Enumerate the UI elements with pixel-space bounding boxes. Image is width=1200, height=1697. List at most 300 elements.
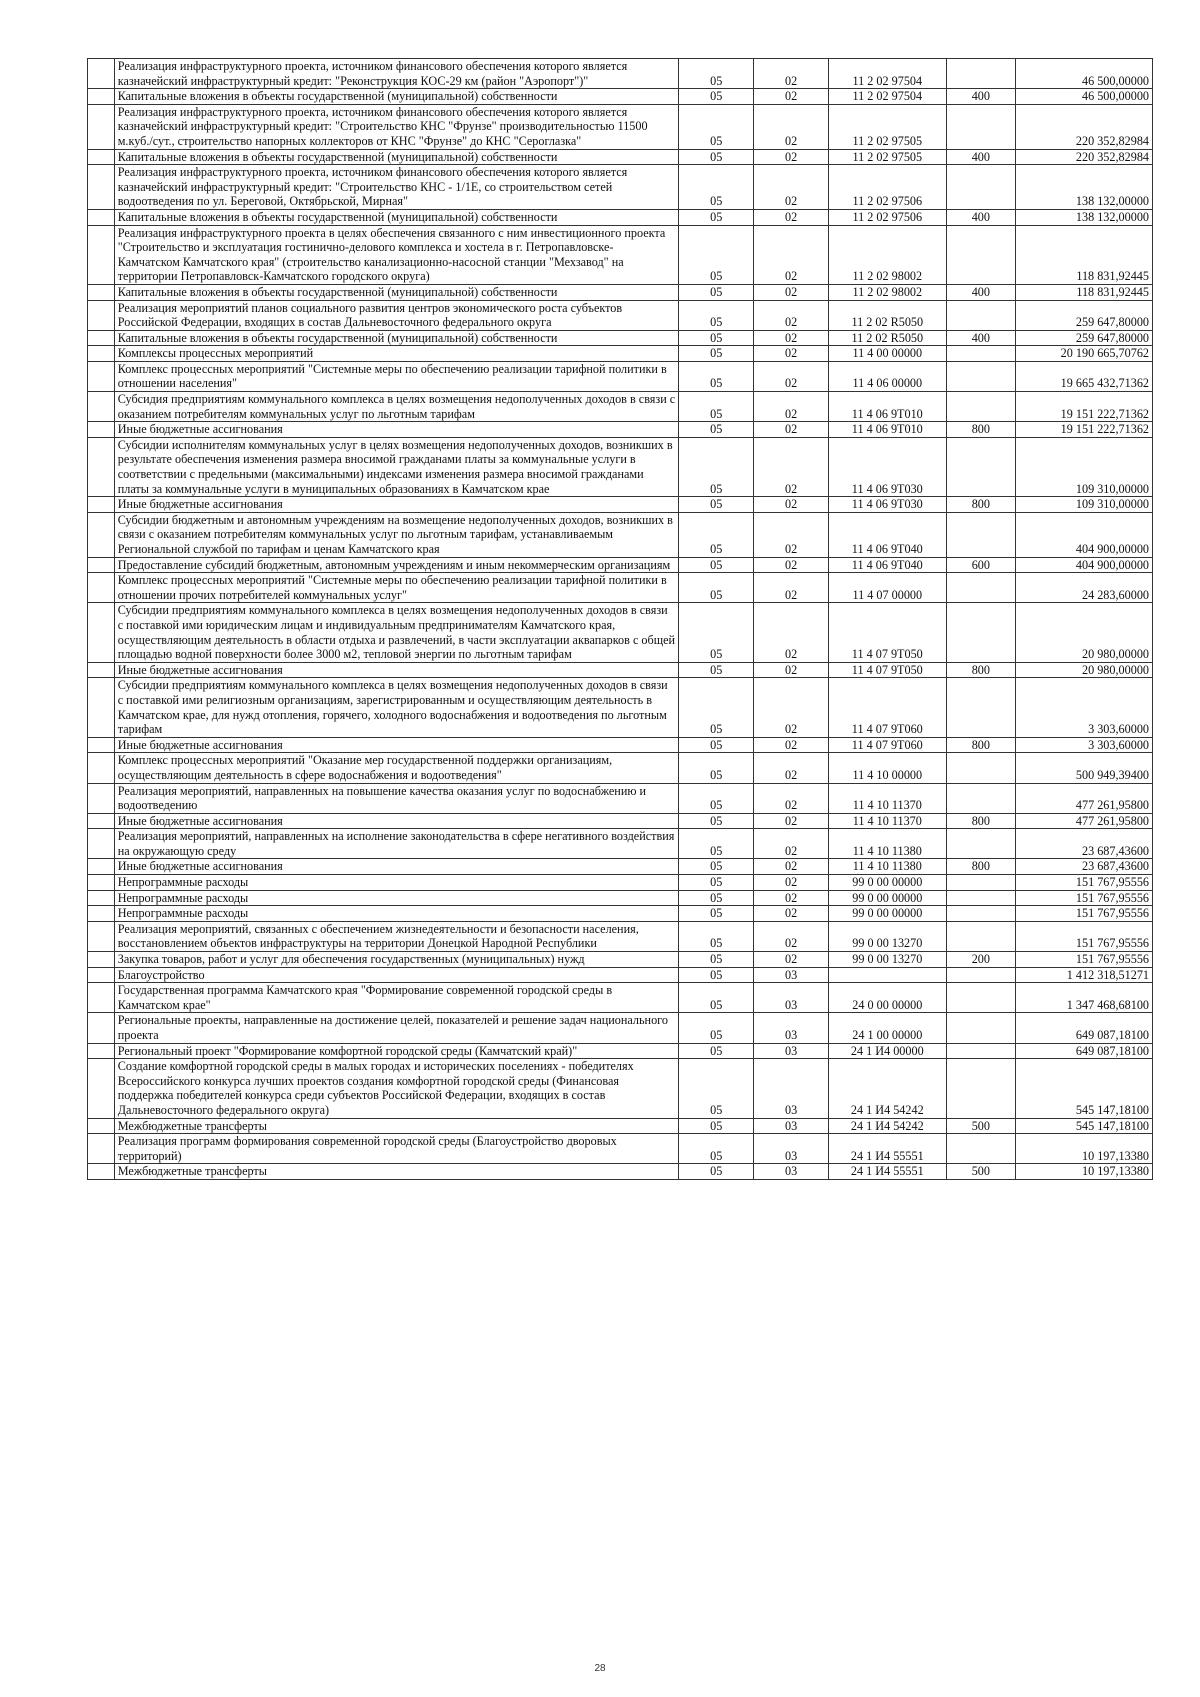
expense-type-cell bbox=[946, 104, 1016, 149]
expense-type-cell bbox=[946, 783, 1016, 813]
expense-name-cell: Капитальные вложения в объекты государственной (муниципальной) собственности bbox=[114, 284, 679, 300]
target-article-cell: 11 4 06 9Т030 bbox=[828, 497, 946, 513]
target-article-cell: 11 2 02 98002 bbox=[828, 225, 946, 284]
table-row bbox=[88, 1118, 1153, 1134]
amount-cell: 404 900,00000 bbox=[1016, 557, 1153, 573]
amount-cell: 24 283,60000 bbox=[1016, 573, 1153, 603]
target-article-cell: 11 2 02 97504 bbox=[828, 59, 946, 89]
amount-cell: 19 151 222,71362 bbox=[1016, 422, 1153, 438]
section-code-cell: 05 bbox=[679, 890, 754, 906]
expense-type-cell bbox=[946, 890, 1016, 906]
target-article-cell: 24 1 И4 55551 bbox=[828, 1164, 946, 1180]
table-row bbox=[88, 392, 1153, 422]
table-row bbox=[88, 149, 1153, 165]
expense-type-cell bbox=[946, 753, 1016, 783]
subsection-code-cell: 02 bbox=[754, 149, 829, 165]
subsection-code-cell: 02 bbox=[754, 361, 829, 391]
section-code-cell: 05 bbox=[679, 1013, 754, 1043]
blank-cell bbox=[88, 753, 115, 783]
amount-cell: 545 147,18100 bbox=[1016, 1059, 1153, 1118]
expense-type-cell bbox=[946, 225, 1016, 284]
amount-cell: 151 767,95556 bbox=[1016, 952, 1153, 968]
section-code-cell: 05 bbox=[679, 422, 754, 438]
subsection-code-cell: 02 bbox=[754, 346, 829, 362]
section-code-cell: 05 bbox=[679, 967, 754, 983]
section-code-cell: 05 bbox=[679, 497, 754, 513]
subsection-code-cell: 02 bbox=[754, 952, 829, 968]
blank-cell bbox=[88, 59, 115, 89]
subsection-code-cell: 02 bbox=[754, 59, 829, 89]
subsection-code-cell: 03 bbox=[754, 967, 829, 983]
target-article-cell: 11 4 06 9Т010 bbox=[828, 392, 946, 422]
target-article-cell: 11 4 07 9Т050 bbox=[828, 662, 946, 678]
subsection-code-cell: 02 bbox=[754, 737, 829, 753]
blank-cell bbox=[88, 1013, 115, 1043]
amount-cell: 477 261,95800 bbox=[1016, 783, 1153, 813]
expense-type-cell bbox=[946, 437, 1016, 496]
amount-cell: 19 151 222,71362 bbox=[1016, 392, 1153, 422]
subsection-code-cell: 02 bbox=[754, 437, 829, 496]
amount-cell: 649 087,18100 bbox=[1016, 1013, 1153, 1043]
table-row bbox=[88, 921, 1153, 951]
expense-type-cell: 800 bbox=[946, 859, 1016, 875]
table-row bbox=[88, 890, 1153, 906]
blank-cell bbox=[88, 603, 115, 662]
section-code-cell: 05 bbox=[679, 284, 754, 300]
subsection-code-cell: 03 bbox=[754, 1013, 829, 1043]
expense-name-cell: Капитальные вложения в объекты государственной (муниципальной) собственности bbox=[114, 89, 679, 105]
expense-name-cell: Иные бюджетные ассигнования bbox=[114, 737, 679, 753]
section-code-cell: 05 bbox=[679, 557, 754, 573]
blank-cell bbox=[88, 1059, 115, 1118]
blank-cell bbox=[88, 225, 115, 284]
section-code-cell: 05 bbox=[679, 662, 754, 678]
blank-cell bbox=[88, 875, 115, 891]
amount-cell: 259 647,80000 bbox=[1016, 300, 1153, 330]
expense-type-cell bbox=[946, 361, 1016, 391]
table-row bbox=[88, 859, 1153, 875]
section-code-cell: 05 bbox=[679, 783, 754, 813]
subsection-code-cell: 02 bbox=[754, 921, 829, 951]
target-article-cell: 11 4 06 9Т030 bbox=[828, 437, 946, 496]
table-row bbox=[88, 225, 1153, 284]
amount-cell: 151 767,95556 bbox=[1016, 890, 1153, 906]
expense-name-cell: Иные бюджетные ассигнования bbox=[114, 422, 679, 438]
amount-cell: 109 310,00000 bbox=[1016, 497, 1153, 513]
section-code-cell: 05 bbox=[679, 104, 754, 149]
expense-name-cell: Комплекс процессных мероприятий "Системные меры по обеспечению реализации тарифной политики в отношении населения" bbox=[114, 361, 679, 391]
target-article-cell: 99 0 00 13270 bbox=[828, 921, 946, 951]
table-row bbox=[88, 753, 1153, 783]
subsection-code-cell: 02 bbox=[754, 890, 829, 906]
subsection-code-cell: 03 bbox=[754, 1059, 829, 1118]
subsection-code-cell: 02 bbox=[754, 392, 829, 422]
table-row bbox=[88, 59, 1153, 89]
expense-name-cell: Реализация инфраструктурного проекта, источником финансового обеспечения которого является казначейский инфраструктурный кредит: "Строительство КНС "Фрунзе" производительностью 11500 м.куб./сут., строительство напорных коллекторов от КНС "Фрунзе" до КНС "Сероглазка" bbox=[114, 104, 679, 149]
expense-type-cell: 800 bbox=[946, 737, 1016, 753]
target-article-cell: 24 1 И4 54242 bbox=[828, 1118, 946, 1134]
target-article-cell: 11 2 02 R5050 bbox=[828, 330, 946, 346]
blank-cell bbox=[88, 952, 115, 968]
blank-cell bbox=[88, 1134, 115, 1164]
expense-name-cell: Комплекс процессных мероприятий "Оказание мер государственной поддержки организациям, осуществляющим деятельность в сфере водоснабжения и водоотведения" bbox=[114, 753, 679, 783]
section-code-cell: 05 bbox=[679, 753, 754, 783]
expense-name-cell: Межбюджетные трансферты bbox=[114, 1118, 679, 1134]
blank-cell bbox=[88, 104, 115, 149]
expense-type-cell: 400 bbox=[946, 209, 1016, 225]
table-row bbox=[88, 89, 1153, 105]
target-article-cell: 24 1 И4 00000 bbox=[828, 1043, 946, 1059]
subsection-code-cell: 02 bbox=[754, 300, 829, 330]
table-row bbox=[88, 783, 1153, 813]
section-code-cell: 05 bbox=[679, 209, 754, 225]
amount-cell: 545 147,18100 bbox=[1016, 1118, 1153, 1134]
expense-type-cell bbox=[946, 603, 1016, 662]
budget-table bbox=[87, 58, 1153, 1180]
expense-type-cell: 400 bbox=[946, 330, 1016, 346]
blank-cell bbox=[88, 284, 115, 300]
blank-cell bbox=[88, 392, 115, 422]
section-code-cell: 05 bbox=[679, 1043, 754, 1059]
target-article-cell: 11 4 07 9Т060 bbox=[828, 737, 946, 753]
subsection-code-cell: 02 bbox=[754, 497, 829, 513]
section-code-cell: 05 bbox=[679, 1059, 754, 1118]
expense-type-cell bbox=[946, 573, 1016, 603]
blank-cell bbox=[88, 1164, 115, 1180]
target-article-cell: 99 0 00 13270 bbox=[828, 952, 946, 968]
target-article-cell: 11 4 10 11370 bbox=[828, 783, 946, 813]
expense-name-cell: Предоставление субсидий бюджетным, автономным учреждениям и иным некоммерческим организациям bbox=[114, 557, 679, 573]
expense-name-cell: Капитальные вложения в объекты государственной (муниципальной) собственности bbox=[114, 209, 679, 225]
expense-type-cell bbox=[946, 1059, 1016, 1118]
subsection-code-cell: 02 bbox=[754, 557, 829, 573]
expense-name-cell: Непрограммные расходы bbox=[114, 906, 679, 922]
target-article-cell: 99 0 00 00000 bbox=[828, 875, 946, 891]
target-article-cell: 11 2 02 97504 bbox=[828, 89, 946, 105]
expense-type-cell: 600 bbox=[946, 557, 1016, 573]
expense-name-cell: Реализация мероприятий, направленных на повышение качества оказания услуг по водоснабжению и водоотведению bbox=[114, 783, 679, 813]
expense-type-cell bbox=[946, 1134, 1016, 1164]
amount-cell: 3 303,60000 bbox=[1016, 678, 1153, 737]
blank-cell bbox=[88, 330, 115, 346]
target-article-cell: 11 4 06 9Т040 bbox=[828, 512, 946, 557]
subsection-code-cell: 02 bbox=[754, 753, 829, 783]
expense-name-cell: Закупка товаров, работ и услуг для обеспечения государственных (муниципальных) нужд bbox=[114, 952, 679, 968]
subsection-code-cell: 02 bbox=[754, 829, 829, 859]
expense-name-cell: Реализация мероприятий, связанных с обеспечением жизнедеятельности и безопасности населения, восстановлением объектов инфраструктуры на территории Донецкой Народной Республики bbox=[114, 921, 679, 951]
expense-name-cell: Субсидии предприятиям коммунального комплекса в целях возмещения недополученных доходов в связи с поставкой ими религиозным организациям, зарегистрированным и осуществляющим деятельность в Камчатском крае, для нужд отопления, горячего, холодного водоснабжения и водоотведения по льготным тарифам bbox=[114, 678, 679, 737]
section-code-cell: 05 bbox=[679, 678, 754, 737]
target-article-cell: 11 4 07 9Т060 bbox=[828, 678, 946, 737]
expense-name-cell: Непрограммные расходы bbox=[114, 875, 679, 891]
expense-type-cell: 400 bbox=[946, 284, 1016, 300]
amount-cell: 10 197,13380 bbox=[1016, 1134, 1153, 1164]
expense-name-cell: Капитальные вложения в объекты государственной (муниципальной) собственности bbox=[114, 149, 679, 165]
table-row bbox=[88, 497, 1153, 513]
expense-name-cell: Субсидии предприятиям коммунального комплекса в целях возмещения недополученных доходов в связи с поставкой ими юридическим лицам и индивидуальным предпринимателям Камчатского края, осуществляющим деятельность в области отдыха и развлечений, в части эксплуатации аквапарков с общей площадью водной поверхности более 3000 м2, тепловой энергии по льготным тарифам bbox=[114, 603, 679, 662]
blank-cell bbox=[88, 921, 115, 951]
expense-name-cell: Создание комфортной городской среды в малых городах и исторических поселениях - победителях Всероссийского конкурса лучших проектов создания комфортной городской среды (Финансовая поддержка победителей конкурса среди субъектов Российской Федерации, входящих в состав Дальневосточного федерального округа) bbox=[114, 1059, 679, 1118]
section-code-cell: 05 bbox=[679, 573, 754, 603]
amount-cell: 10 197,13380 bbox=[1016, 1164, 1153, 1180]
target-article-cell: 99 0 00 00000 bbox=[828, 890, 946, 906]
section-code-cell: 05 bbox=[679, 149, 754, 165]
blank-cell bbox=[88, 829, 115, 859]
amount-cell: 46 500,00000 bbox=[1016, 59, 1153, 89]
expense-name-cell: Иные бюджетные ассигнования bbox=[114, 813, 679, 829]
target-article-cell: 11 2 02 97506 bbox=[828, 165, 946, 210]
subsection-code-cell: 02 bbox=[754, 875, 829, 891]
subsection-code-cell: 02 bbox=[754, 859, 829, 875]
section-code-cell: 05 bbox=[679, 330, 754, 346]
expense-type-cell: 800 bbox=[946, 422, 1016, 438]
blank-cell bbox=[88, 783, 115, 813]
blank-cell bbox=[88, 437, 115, 496]
subsection-code-cell: 02 bbox=[754, 104, 829, 149]
blank-cell bbox=[88, 346, 115, 362]
target-article-cell: 11 4 10 11370 bbox=[828, 813, 946, 829]
subsection-code-cell: 03 bbox=[754, 1164, 829, 1180]
target-article-cell bbox=[828, 967, 946, 983]
table-row bbox=[88, 983, 1153, 1013]
expense-type-cell bbox=[946, 875, 1016, 891]
target-article-cell: 11 2 02 97505 bbox=[828, 149, 946, 165]
section-code-cell: 05 bbox=[679, 906, 754, 922]
amount-cell: 404 900,00000 bbox=[1016, 512, 1153, 557]
blank-cell bbox=[88, 662, 115, 678]
target-article-cell: 24 1 И4 55551 bbox=[828, 1134, 946, 1164]
subsection-code-cell: 03 bbox=[754, 983, 829, 1013]
subsection-code-cell: 02 bbox=[754, 813, 829, 829]
table-row bbox=[88, 330, 1153, 346]
table-row bbox=[88, 1043, 1153, 1059]
subsection-code-cell: 02 bbox=[754, 284, 829, 300]
table-row bbox=[88, 165, 1153, 210]
expense-name-cell: Субсидии бюджетным и автономным учреждениям на возмещение недополученных доходов, возникших в связи с оказанием потребителям коммунальных услуг по льготным тарифам, устанавливаемым Региональной службой по тарифам и ценам Камчатского края bbox=[114, 512, 679, 557]
expense-name-cell: Государственная программа Камчатского края "Формирование современной городской среды в Камчатском крае" bbox=[114, 983, 679, 1013]
amount-cell: 259 647,80000 bbox=[1016, 330, 1153, 346]
expense-name-cell: Иные бюджетные ассигнования bbox=[114, 662, 679, 678]
table-row bbox=[88, 1013, 1153, 1043]
target-article-cell: 11 2 02 98002 bbox=[828, 284, 946, 300]
expense-name-cell: Благоустройство bbox=[114, 967, 679, 983]
subsection-code-cell: 03 bbox=[754, 1134, 829, 1164]
section-code-cell: 05 bbox=[679, 859, 754, 875]
table-row bbox=[88, 437, 1153, 496]
target-article-cell: 11 4 10 11380 bbox=[828, 829, 946, 859]
table-row bbox=[88, 678, 1153, 737]
subsection-code-cell: 02 bbox=[754, 573, 829, 603]
expense-name-cell: Капитальные вложения в объекты государственной (муниципальной) собственности bbox=[114, 330, 679, 346]
target-article-cell: 11 4 06 9Т040 bbox=[828, 557, 946, 573]
blank-cell bbox=[88, 1043, 115, 1059]
table-row bbox=[88, 512, 1153, 557]
expense-type-cell bbox=[946, 392, 1016, 422]
subsection-code-cell: 02 bbox=[754, 225, 829, 284]
expense-name-cell: Реализация программ формирования современной городской среды (Благоустройство дворовых территорий) bbox=[114, 1134, 679, 1164]
expense-name-cell: Реализация инфраструктурного проекта, источником финансового обеспечения которого является казначейский инфраструктурный кредит: "Строительство КНС - 1/1Е, со строительством сетей водоотведения по ул. Береговой, Октябрьской, Мирная" bbox=[114, 165, 679, 210]
amount-cell: 20 980,00000 bbox=[1016, 603, 1153, 662]
subsection-code-cell: 03 bbox=[754, 1118, 829, 1134]
expense-name-cell: Реализация мероприятий планов социального развития центров экономического роста субъектов Российской Федерации, входящих в состав Дальневосточного федерального округа bbox=[114, 300, 679, 330]
blank-cell bbox=[88, 890, 115, 906]
target-article-cell: 11 2 02 97505 bbox=[828, 104, 946, 149]
section-code-cell: 05 bbox=[679, 1164, 754, 1180]
page-number: 28 bbox=[594, 1663, 606, 1674]
amount-cell: 138 132,00000 bbox=[1016, 165, 1153, 210]
table-row bbox=[88, 209, 1153, 225]
amount-cell: 19 665 432,71362 bbox=[1016, 361, 1153, 391]
subsection-code-cell: 02 bbox=[754, 783, 829, 813]
section-code-cell: 05 bbox=[679, 346, 754, 362]
table-row bbox=[88, 361, 1153, 391]
expense-type-cell bbox=[946, 906, 1016, 922]
subsection-code-cell: 02 bbox=[754, 209, 829, 225]
amount-cell: 118 831,92445 bbox=[1016, 225, 1153, 284]
amount-cell: 46 500,00000 bbox=[1016, 89, 1153, 105]
blank-cell bbox=[88, 149, 115, 165]
blank-cell bbox=[88, 300, 115, 330]
table-row bbox=[88, 952, 1153, 968]
target-article-cell: 24 1 И4 54242 bbox=[828, 1059, 946, 1118]
table-row bbox=[88, 346, 1153, 362]
expense-type-cell bbox=[946, 1043, 1016, 1059]
table-row bbox=[88, 967, 1153, 983]
blank-cell bbox=[88, 859, 115, 875]
table-row bbox=[88, 573, 1153, 603]
subsection-code-cell: 02 bbox=[754, 603, 829, 662]
section-code-cell: 05 bbox=[679, 512, 754, 557]
subsection-code-cell: 02 bbox=[754, 512, 829, 557]
expense-name-cell: Иные бюджетные ассигнования bbox=[114, 497, 679, 513]
table-row bbox=[88, 662, 1153, 678]
expense-type-cell: 500 bbox=[946, 1164, 1016, 1180]
table-row bbox=[88, 557, 1153, 573]
blank-cell bbox=[88, 497, 115, 513]
blank-cell bbox=[88, 1118, 115, 1134]
expense-type-cell: 500 bbox=[946, 1118, 1016, 1134]
section-code-cell: 05 bbox=[679, 59, 754, 89]
section-code-cell: 05 bbox=[679, 921, 754, 951]
amount-cell: 23 687,43600 bbox=[1016, 859, 1153, 875]
target-article-cell: 24 0 00 00000 bbox=[828, 983, 946, 1013]
expense-type-cell: 400 bbox=[946, 149, 1016, 165]
amount-cell: 109 310,00000 bbox=[1016, 437, 1153, 496]
section-code-cell: 05 bbox=[679, 1118, 754, 1134]
target-article-cell: 11 4 00 00000 bbox=[828, 346, 946, 362]
blank-cell bbox=[88, 422, 115, 438]
table-row bbox=[88, 906, 1153, 922]
amount-cell: 220 352,82984 bbox=[1016, 149, 1153, 165]
target-article-cell: 11 2 02 R5050 bbox=[828, 300, 946, 330]
section-code-cell: 05 bbox=[679, 952, 754, 968]
blank-cell bbox=[88, 813, 115, 829]
expense-type-cell bbox=[946, 678, 1016, 737]
expense-type-cell bbox=[946, 967, 1016, 983]
expense-name-cell: Региональные проекты, направленные на достижение целей, показателей и решение задач национального проекта bbox=[114, 1013, 679, 1043]
target-article-cell: 11 4 06 9Т010 bbox=[828, 422, 946, 438]
expense-type-cell: 800 bbox=[946, 497, 1016, 513]
blank-cell bbox=[88, 678, 115, 737]
blank-cell bbox=[88, 165, 115, 210]
table-row bbox=[88, 829, 1153, 859]
section-code-cell: 05 bbox=[679, 813, 754, 829]
expense-type-cell bbox=[946, 1013, 1016, 1043]
target-article-cell: 99 0 00 00000 bbox=[828, 906, 946, 922]
table-row bbox=[88, 1134, 1153, 1164]
expense-type-cell: 800 bbox=[946, 813, 1016, 829]
amount-cell: 151 767,95556 bbox=[1016, 921, 1153, 951]
target-article-cell: 11 4 07 00000 bbox=[828, 573, 946, 603]
section-code-cell: 05 bbox=[679, 983, 754, 1013]
blank-cell bbox=[88, 983, 115, 1013]
table-row bbox=[88, 284, 1153, 300]
amount-cell: 138 132,00000 bbox=[1016, 209, 1153, 225]
amount-cell: 477 261,95800 bbox=[1016, 813, 1153, 829]
section-code-cell: 05 bbox=[679, 392, 754, 422]
blank-cell bbox=[88, 361, 115, 391]
section-code-cell: 05 bbox=[679, 875, 754, 891]
section-code-cell: 05 bbox=[679, 165, 754, 210]
expense-type-cell: 800 bbox=[946, 662, 1016, 678]
amount-cell: 151 767,95556 bbox=[1016, 906, 1153, 922]
amount-cell: 118 831,92445 bbox=[1016, 284, 1153, 300]
target-article-cell: 11 2 02 97506 bbox=[828, 209, 946, 225]
subsection-code-cell: 02 bbox=[754, 678, 829, 737]
subsection-code-cell: 02 bbox=[754, 906, 829, 922]
blank-cell bbox=[88, 512, 115, 557]
expense-type-cell: 200 bbox=[946, 952, 1016, 968]
amount-cell: 1 347 468,68100 bbox=[1016, 983, 1153, 1013]
expense-name-cell: Реализация мероприятий, направленных на исполнение законодательства в сфере негативного воздействия на окружающую среду bbox=[114, 829, 679, 859]
section-code-cell: 05 bbox=[679, 737, 754, 753]
expense-type-cell: 400 bbox=[946, 89, 1016, 105]
section-code-cell: 05 bbox=[679, 437, 754, 496]
blank-cell bbox=[88, 737, 115, 753]
section-code-cell: 05 bbox=[679, 300, 754, 330]
target-article-cell: 11 4 06 00000 bbox=[828, 361, 946, 391]
blank-cell bbox=[88, 89, 115, 105]
table-row bbox=[88, 875, 1153, 891]
amount-cell: 220 352,82984 bbox=[1016, 104, 1153, 149]
section-code-cell: 05 bbox=[679, 603, 754, 662]
amount-cell: 23 687,43600 bbox=[1016, 829, 1153, 859]
blank-cell bbox=[88, 906, 115, 922]
blank-cell bbox=[88, 557, 115, 573]
expense-name-cell: Иные бюджетные ассигнования bbox=[114, 859, 679, 875]
section-code-cell: 05 bbox=[679, 225, 754, 284]
table-row bbox=[88, 603, 1153, 662]
expense-name-cell: Комплексы процессных мероприятий bbox=[114, 346, 679, 362]
amount-cell: 3 303,60000 bbox=[1016, 737, 1153, 753]
expense-type-cell bbox=[946, 983, 1016, 1013]
table-row bbox=[88, 300, 1153, 330]
subsection-code-cell: 02 bbox=[754, 662, 829, 678]
subsection-code-cell: 02 bbox=[754, 165, 829, 210]
expense-name-cell: Субсидии исполнителям коммунальных услуг в целях возмещения недополученных доходов, возникших в результате обеспечения изменения размера вносимой гражданами платы за коммунальные услуги в соответствии с предельными (максимальными) индексами изменения размера вносимой гражданами платы за коммунальные услуги в муниципальных образованиях в Камчатском крае bbox=[114, 437, 679, 496]
expense-name-cell: Реализация инфраструктурного проекта в целях обеспечения связанного с ним инвестиционного проекта "Строительство и эксплуатация гостинично-делового комплекса и хостела в г. Петропавловске-Камчатском Камчатского края" (строительство канализационно-насосной станции "Мехзавод" на территории Петропавловск-Камчатского городского округа) bbox=[114, 225, 679, 284]
amount-cell: 20 190 665,70762 bbox=[1016, 346, 1153, 362]
section-code-cell: 05 bbox=[679, 1134, 754, 1164]
table-row bbox=[88, 104, 1153, 149]
amount-cell: 151 767,95556 bbox=[1016, 875, 1153, 891]
expense-name-cell: Региональный проект "Формирование комфортной городской среды (Камчатский край)" bbox=[114, 1043, 679, 1059]
subsection-code-cell: 02 bbox=[754, 330, 829, 346]
expense-type-cell bbox=[946, 512, 1016, 557]
blank-cell bbox=[88, 209, 115, 225]
expense-name-cell: Межбюджетные трансферты bbox=[114, 1164, 679, 1180]
expense-type-cell bbox=[946, 346, 1016, 362]
